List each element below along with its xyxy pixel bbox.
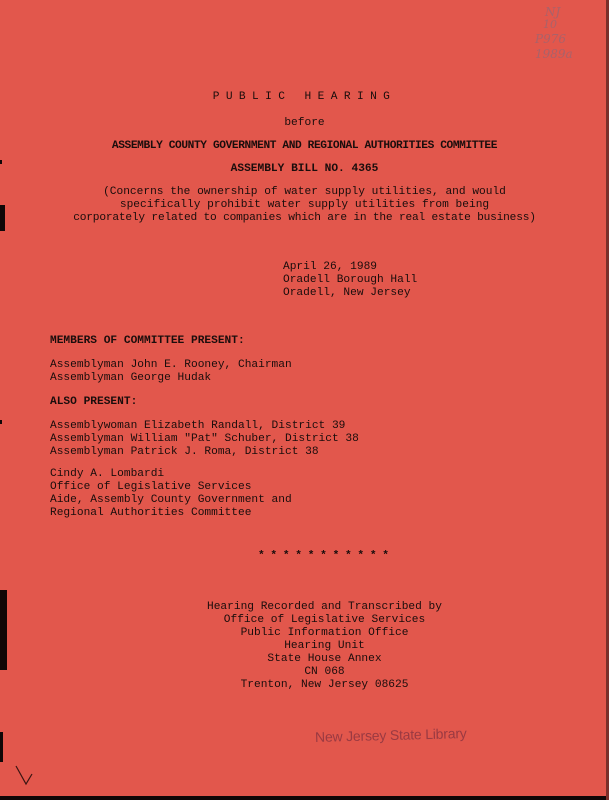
handwritten-line-3: P976 — [535, 32, 566, 46]
member-item: Assemblyman George Hudak — [50, 372, 212, 384]
aide-line: Cindy A. Lombardi — [50, 468, 165, 480]
hearing-venue: Oradell Borough Hall — [283, 274, 418, 286]
handwritten-line-2: 10 — [543, 18, 557, 31]
library-stamp: New Jersey State Library — [314, 725, 467, 745]
also-present-item: Assemblywoman Elizabeth Randall, District 39 — [50, 420, 346, 432]
concerns-line-3: corporately related to companies which are in the real estate business) — [73, 212, 536, 224]
also-present-item: Assemblyman William "Pat" Schuber, District 38 — [50, 433, 359, 445]
star-divider: * * * * * * * * * * * — [258, 550, 389, 562]
aide-line: Office of Legislative Services — [50, 481, 252, 493]
handwritten-call-number — [531, 2, 601, 62]
concerns-line-2: specifically prohibit water supply utilities from being — [119, 199, 490, 211]
footer-line: Trenton, New Jersey 08625 — [240, 679, 409, 691]
member-item: Assemblyman John E. Rooney, Chairman — [50, 359, 292, 371]
scan-edge-mark — [0, 796, 609, 800]
footer-line: Hearing Recorded and Transcribed by — [207, 601, 442, 613]
committee-name: ASSEMBLY COUNTY GOVERNMENT AND REGIONAL AUTHORITIES COMMITTEE — [111, 140, 498, 152]
scan-edge-mark — [0, 732, 3, 762]
also-present-item: Assemblyman Patrick J. Roma, District 38 — [50, 446, 319, 458]
footer-line: State House Annex — [267, 653, 382, 665]
hearing-location: Oradell, New Jersey — [283, 287, 411, 299]
scan-edge-mark — [0, 420, 2, 424]
footer-line: Office of Legislative Services — [223, 614, 426, 626]
handwritten-line-1: NJ — [545, 5, 561, 19]
bill-number: ASSEMBLY BILL NO. 4365 — [230, 163, 379, 175]
hearing-date: April 26, 1989 — [283, 261, 377, 273]
footer-line: Hearing Unit — [284, 640, 365, 652]
scan-edge-mark — [0, 590, 7, 670]
handwritten-line-4: 1989a — [535, 47, 573, 61]
footer-line: CN 068 — [304, 666, 345, 678]
aide-line: Regional Authorities Committee — [50, 507, 252, 519]
footer-line: Public Information Office — [240, 627, 409, 639]
hearing-title: PUBLIC HEARING — [212, 91, 397, 103]
members-heading: MEMBERS OF COMMITTEE PRESENT: — [50, 335, 245, 347]
before-text: before — [284, 117, 325, 129]
aide-line: Aide, Assembly County Government and — [50, 494, 292, 506]
also-present-heading: ALSO PRESENT: — [50, 396, 138, 408]
concerns-line-1: (Concerns the ownership of water supply utilities, and would — [103, 186, 506, 198]
pen-mark — [14, 762, 46, 790]
